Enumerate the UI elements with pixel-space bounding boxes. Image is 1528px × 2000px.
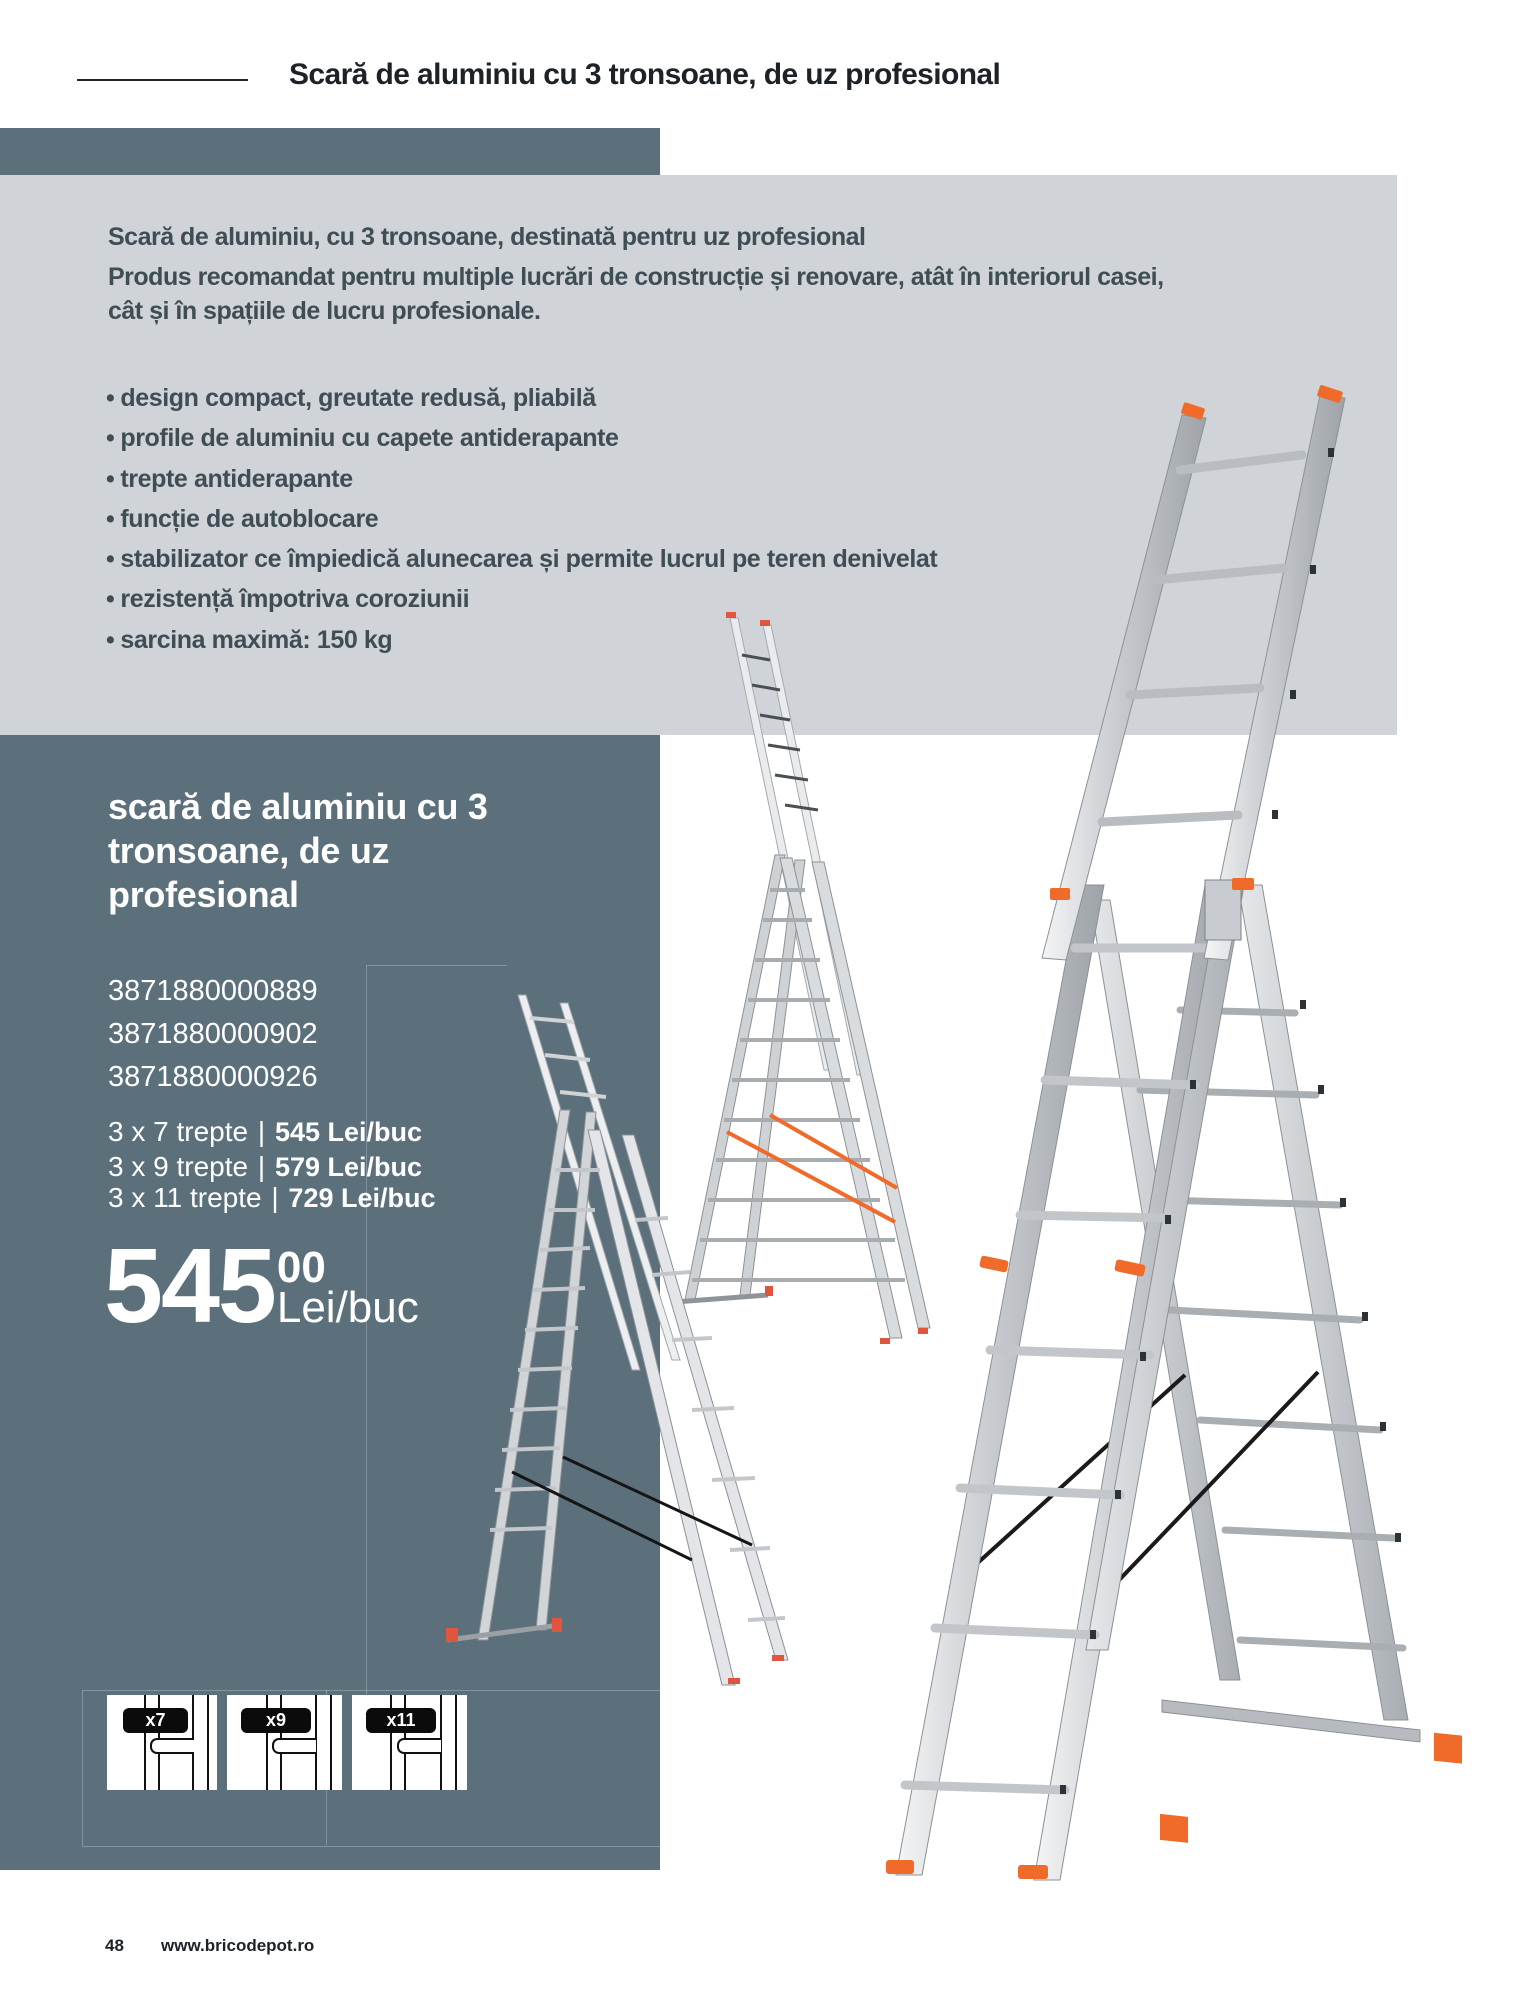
variant-row	[108, 1114, 436, 1149]
variant-price: 579 Lei/buc	[274, 1152, 423, 1182]
product-codes	[108, 970, 318, 1099]
icon-rail	[455, 1695, 457, 1790]
variant-price-list	[108, 1114, 436, 1215]
steps-x11-icon	[352, 1695, 467, 1790]
feature-item: • profile de aluminiu cu capete antiderapante	[106, 418, 937, 458]
page-title: Scară de aluminiu cu 3 tronsoane, de uz profesional	[289, 58, 1001, 91]
icon-rail	[207, 1695, 209, 1790]
website-link[interactable]: www.bricodepot.ro	[161, 1936, 315, 1955]
variant-separator: |	[257, 1151, 266, 1182]
feature-item: • sarcina maximă: 150 kg	[106, 620, 937, 660]
feature-item: • trepte antiderapante	[106, 459, 937, 499]
product-title: scară de aluminiu cu 3 tronsoane, de uz profesional	[108, 786, 488, 915]
variant-row	[108, 1180, 436, 1215]
description-heading: Scară de aluminiu, cu 3 tronsoane, destinată pentru uz profesional	[108, 223, 866, 251]
page-number: 48	[105, 1936, 124, 1955]
icon-rung	[272, 1738, 316, 1754]
variant-price: 545 Lei/buc	[274, 1117, 423, 1147]
steps-badge: x11	[366, 1708, 436, 1733]
icon-rail	[330, 1695, 332, 1790]
description-line: cât și în spațiile de lucru profesionale.	[108, 297, 541, 325]
icon-rung	[397, 1738, 441, 1754]
product-code: 3871880000926	[108, 1061, 318, 1093]
variant-label: 3 x 9 trepte	[108, 1151, 249, 1182]
description-line: Produs recomandat pentru multiple lucrări de construcție și renovare, atât în interiorul casei,	[108, 263, 1164, 291]
variant-price: 729 Lei/buc	[288, 1183, 436, 1213]
price-integer: 545	[104, 1227, 275, 1345]
feature-item: • rezistență împotriva coroziunii	[106, 579, 937, 619]
feature-item: • funcție de autoblocare	[106, 499, 937, 539]
steps-x7-icon	[107, 1695, 217, 1790]
feature-list	[106, 378, 937, 660]
main-price	[104, 1227, 419, 1345]
variant-separator: |	[257, 1116, 266, 1147]
product-code: 3871880000902	[108, 1018, 318, 1050]
variant-label: 3 x 7 trepte	[108, 1116, 249, 1147]
variant-separator: |	[271, 1182, 279, 1213]
price-suffix	[276, 1236, 419, 1332]
icon-rung	[150, 1738, 194, 1754]
price-decimal: 00	[276, 1243, 326, 1292]
steps-badge: x9	[241, 1708, 311, 1733]
feature-item: • stabilizator ce împiedică alunecarea și permite lucrul pe teren denivelat	[106, 539, 937, 579]
feature-item: • design compact, greutate redusă, pliabilă	[106, 378, 937, 418]
steps-x9-icon	[227, 1695, 342, 1790]
slate-header-block	[0, 128, 660, 175]
variant-label: 3 x 11 trepte	[108, 1182, 262, 1213]
product-code: 3871880000889	[108, 975, 318, 1007]
header-rule	[77, 79, 248, 81]
price-unit: Lei/buc	[276, 1283, 419, 1332]
steps-badge: x7	[123, 1708, 188, 1733]
variant-row	[108, 1149, 436, 1184]
